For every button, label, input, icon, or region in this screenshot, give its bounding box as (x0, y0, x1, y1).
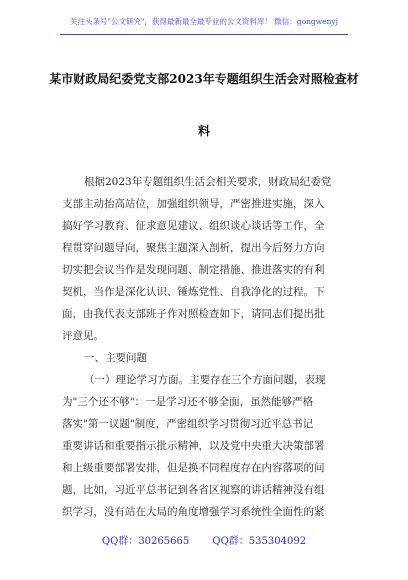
body-line: 搞好学习教育、征求意见建议、组织谈心谈话等工作，全 (62, 220, 325, 232)
body-line: 切实把会议当作是发现问题、制定措施、推进落实的有利 (62, 264, 325, 276)
footer-qq-group-1: QQ群：30265665 (101, 536, 190, 547)
banner-text: 关注头条号"公文研究"，获得最新最全最专业的公文资料库！ 微信：gongwenyj (70, 17, 338, 26)
body-line: 重要讲话和重要指示批示精神，以及党中央重大决策部署 (62, 440, 325, 452)
body-line: 支部主动抬高站位，加强组织领导，严密推进实施，深入 (62, 198, 325, 210)
body-line: 题，比如，习近平总书记到各省区视察的讲话精神没有组 (62, 484, 325, 496)
section-heading: 一、主要问题 (84, 352, 147, 364)
footer (0, 532, 408, 547)
body-line: 面，由我代表支部班子作对照检查如下，请同志们提出批 (62, 308, 325, 320)
document-title-line-1: 某市财政局纪委党支部2023年专题组织生活会对照检查材 (49, 72, 359, 86)
body-line: 程贯穿问题导向，聚焦主题深入剖析，提出今后努力方向 (62, 242, 325, 254)
body-line: 契机，当作是深化认识、锤炼党性、自我净化的过程。下 (62, 286, 325, 298)
body-line: （一）理论学习方面。主要存在三个方面问题，表现 (84, 374, 326, 386)
body-line: 根据2023年专题组织生活会相关要求，财政局纪委党 (84, 176, 332, 188)
footer-qq-group-2: QQ群：535304092 (212, 536, 307, 547)
document-title-line-2: 料 (197, 124, 210, 138)
body-line: 为"三个还不够"：一是学习还不够全面，虽然能够严格 (62, 396, 314, 408)
body-line: 和上级重要部署安排，但是换不同程度存在内容落项的问 (62, 462, 325, 474)
body-line: 织学习，没有站在大局的角度增强学习系统性全面性的紧 (62, 506, 325, 518)
banner-divider (60, 34, 348, 35)
body-line: 落实"第一议题"制度，严密组织学习贯彻习近平总书记 (62, 418, 314, 430)
body-line: 评意见。 (62, 330, 104, 342)
